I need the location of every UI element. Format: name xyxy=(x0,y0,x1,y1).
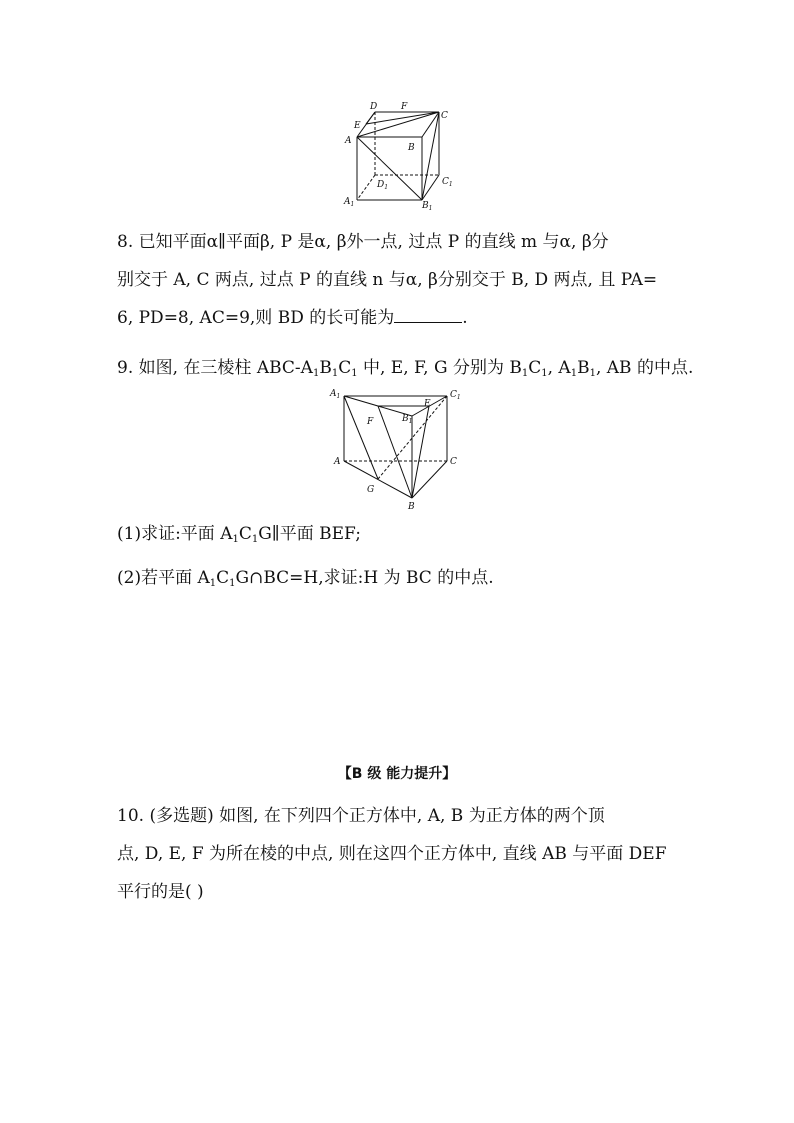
label-G: G xyxy=(367,485,375,495)
label-B: B xyxy=(408,502,415,512)
q9-part-1: (1)求证:平面 $A_1C_1G\parallel$平面 BEF; xyxy=(117,524,361,545)
label-F: F xyxy=(401,102,408,112)
label-C1: $C_1$ xyxy=(442,177,453,188)
label-D: D xyxy=(370,102,378,112)
label-A1: $A_1$ xyxy=(330,389,341,400)
label-B1: $B_1$ xyxy=(402,414,413,425)
label-A: A xyxy=(334,457,341,467)
label-F: F xyxy=(367,417,374,427)
label-B: B xyxy=(408,143,415,153)
label-A1: $A_1$ xyxy=(344,197,355,208)
answer-blank[interactable] xyxy=(394,306,462,323)
question-9-parts xyxy=(117,515,677,603)
q10-line-1: 10. (多选题) 如图, 在下列四个正方体中, A, B 为正方体的两个顶 xyxy=(117,806,605,826)
section-title: 【B 级 能力提升】 xyxy=(337,766,457,782)
label-E: E xyxy=(354,121,361,131)
prism-figure xyxy=(330,386,470,512)
q8-line-1: 8. 已知平面α∥平面β, P 是α, β外一点, 过点 P 的直线 m 与α, β分 xyxy=(117,232,609,252)
q8-line-2: 别交于 A, C 两点, 过点 P 的直线 n 与α, β分别交于 B, D 两点, 且 PA= xyxy=(117,270,658,290)
label-C: C xyxy=(441,111,448,121)
q9-part-2: (2)若平面 $A_1C_1G\cap BC=H$,求证:H 为 BC 的中点. xyxy=(117,568,494,589)
label-A: A xyxy=(345,136,352,146)
label-C: C xyxy=(450,457,457,467)
q8-line-3: 6, PD=8, AC=9,则 BD 的长可能为 . xyxy=(117,308,468,328)
label-C1: $C_1$ xyxy=(450,390,461,401)
question-8 xyxy=(117,223,677,337)
cube-figure xyxy=(340,98,460,212)
label-D1: $D_1$ xyxy=(377,180,389,191)
q10-line-3: 平行的是( ) xyxy=(117,882,204,902)
question-10 xyxy=(117,797,677,911)
label-B1: $B_1$ xyxy=(422,201,433,212)
q9-intro: 9. 如图, 在三棱柱 ABC-$A_1B_1C_1$ 中, E, F, G 分别为 $B_1C_1$, $A_1B_1$, AB 的中点. xyxy=(117,358,694,379)
label-E: E xyxy=(424,399,431,409)
q10-line-2: 点, D, E, F 为所在棱的中点, 则在这四个正方体中, 直线 AB 与平面 DEF xyxy=(117,844,667,864)
